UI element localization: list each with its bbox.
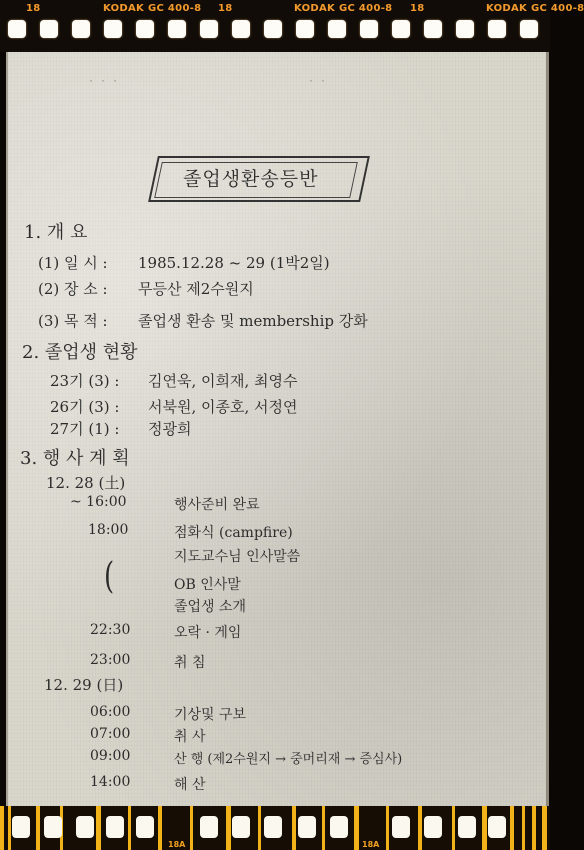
sprocket-hole (40, 20, 58, 38)
graduates-cohort: 26기 (3) : (50, 398, 120, 416)
barcode-bar (36, 806, 40, 850)
sprocket-hole (424, 20, 442, 38)
graduates-names: 서북원, 이종호, 서정연 (148, 398, 298, 416)
sprocket-hole (200, 20, 218, 38)
handwritten-document (6, 52, 549, 806)
sprocket-hole (136, 816, 154, 838)
sprocket-hole (8, 20, 26, 38)
sprocket-hole (232, 20, 250, 38)
section-overview-heading: 1. 개 요 (24, 222, 88, 243)
film-stock: GC 400-8 (148, 3, 202, 14)
sprocket-hole (44, 816, 62, 838)
schedule-time: 09:00 (90, 748, 131, 764)
schedule-activity: 지도교수님 인사말씀 (174, 549, 301, 565)
sprocket-hole (488, 816, 506, 838)
brace-mark: ( (104, 556, 115, 598)
film-strip-top (0, 0, 584, 52)
barcode-bar (386, 806, 389, 850)
film-brand: KODAK (294, 3, 336, 14)
schedule-time: 22:30 (90, 622, 131, 638)
section-graduates-heading: 2. 졸업생 현황 (22, 342, 138, 363)
barcode-bar (418, 806, 422, 850)
sprocket-hole (200, 816, 218, 838)
sprocket-hole (264, 20, 282, 38)
barcode-bar (522, 806, 525, 850)
film-strip-bottom (0, 806, 550, 850)
barcode-bar (322, 806, 325, 850)
sprocket-hole (106, 816, 124, 838)
graduates-names: 정광희 (148, 420, 192, 438)
sprocket-hole (232, 816, 250, 838)
barcode-bar (452, 806, 455, 850)
graduates-cohort: 23기 (3) : (50, 372, 120, 390)
schedule-activity: 취 침 (174, 655, 206, 671)
sprocket-hole (424, 816, 442, 838)
sprocket-hole (488, 20, 506, 38)
schedule-activity: 점화식 (campfire) (174, 525, 293, 541)
frame-number: 18 (218, 3, 233, 14)
sprocket-hole (104, 20, 122, 38)
sprocket-hole (136, 20, 154, 38)
schedule-time: 06:00 (90, 704, 131, 720)
barcode-bar (292, 806, 296, 850)
schedule-activity: 졸업생 소개 (174, 599, 247, 615)
sprocket-hole (392, 20, 410, 38)
schedule-time: 07:00 (90, 726, 131, 742)
film-stock: GC 400-8 (339, 3, 393, 14)
graduates-cohort: 27기 (1) : (50, 420, 120, 438)
overview-value: 졸업생 환송 및 membership 강화 (138, 312, 368, 330)
barcode-bar (226, 806, 231, 850)
film-edge-markings (0, 3, 584, 17)
barcode-bar (510, 806, 514, 850)
sprocket-hole (360, 20, 378, 38)
sprocket-hole (12, 816, 30, 838)
overview-value: 1985.12.28 ~ 29 (1박2일) (138, 254, 330, 272)
sprocket-hole (76, 816, 94, 838)
sprocket-hole (264, 816, 282, 838)
frame-number-bottom: 18A (168, 840, 186, 849)
overview-value: 무등산 제2수원지 (138, 280, 254, 298)
schedule-time: 18:00 (88, 522, 129, 538)
barcode-bar (128, 806, 131, 850)
sprocket-hole (296, 20, 314, 38)
sprocket-hole (72, 20, 90, 38)
sprocket-hole (456, 20, 474, 38)
film-brand: KODAK (103, 3, 145, 14)
frame-number-bottom: 18A (362, 840, 380, 849)
sprocket-hole (330, 816, 348, 838)
schedule-activity: 취 사 (174, 729, 206, 745)
overview-label: (1) 일 시 : (38, 254, 108, 272)
barcode-bar (96, 806, 101, 850)
faint-pencil-mark: · · · (88, 76, 119, 87)
document-title: 졸업생환송등반 (183, 168, 319, 190)
sprocket-hole (168, 20, 186, 38)
sprocket-hole (392, 816, 410, 838)
film-brand: KODAK (486, 3, 528, 14)
schedule-activity: 기상및 구보 (174, 707, 247, 723)
graduates-names: 김연욱, 이희재, 최영수 (148, 372, 298, 390)
barcode-bar (542, 806, 547, 850)
schedule-time: ~ 16:00 (70, 494, 127, 510)
barcode-bar (158, 806, 162, 850)
overview-label: (2) 장 소 : (38, 280, 108, 298)
schedule-activity: 오락 · 게임 (174, 625, 242, 641)
sprocket-hole (458, 816, 476, 838)
frame-number: 18 (26, 3, 41, 14)
schedule-time: 23:00 (90, 652, 131, 668)
barcode-bar (532, 806, 536, 850)
schedule-date: 12. 29 (日) (44, 676, 124, 694)
faint-pencil-mark: · · (308, 76, 327, 87)
frame-number: 18 (410, 3, 425, 14)
sprocket-hole (298, 816, 316, 838)
sprocket-hole (328, 20, 346, 38)
sprocket-hole (520, 20, 538, 38)
barcode-bar (258, 806, 261, 850)
overview-label: (3) 목 적 : (38, 312, 108, 330)
film-stock: GC 400-8 (531, 3, 584, 14)
schedule-activity: 행사준비 완료 (174, 497, 260, 513)
barcode-bar (190, 806, 193, 850)
schedule-activity: 해 산 (174, 777, 206, 793)
barcode-bar (354, 806, 359, 850)
schedule-activity: OB 인사말 (174, 577, 241, 593)
schedule-time: 14:00 (90, 774, 131, 790)
schedule-activity: 산 행 (제2수원지 → 중머리재 → 증심사) (174, 752, 403, 767)
sprocket-holes-top (0, 20, 550, 42)
section-schedule-heading: 3. 행 사 계 획 (20, 448, 130, 469)
barcode-bar (0, 806, 4, 850)
barcode-bar (8, 806, 11, 850)
schedule-date: 12. 28 (土) (46, 474, 126, 492)
barcode-bar (482, 806, 487, 850)
